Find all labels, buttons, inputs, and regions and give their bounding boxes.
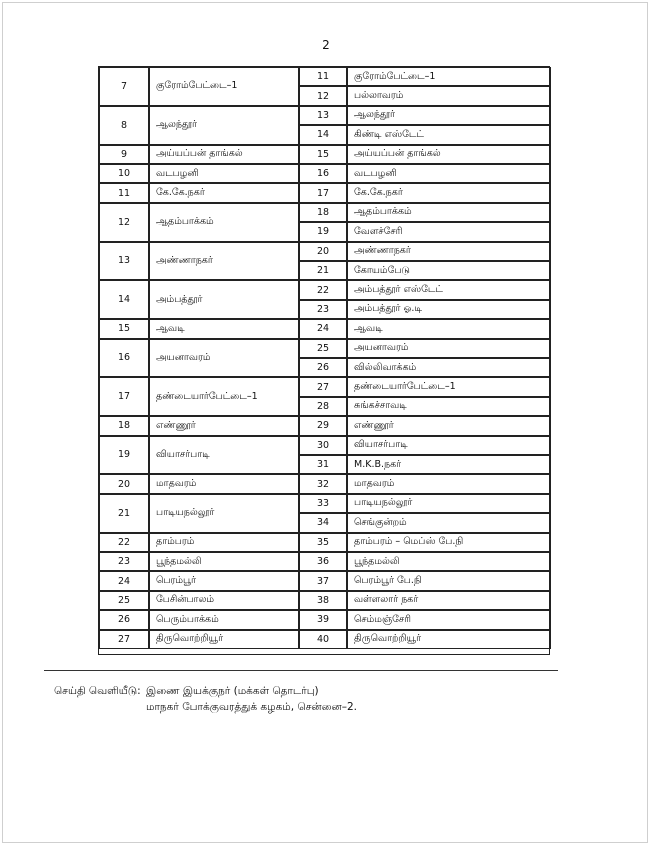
route-number: 16 [299, 164, 347, 183]
route-name: மாதவரம் [347, 474, 551, 493]
depot-number: 17 [99, 377, 149, 416]
route-number: 34 [299, 513, 347, 532]
route-number: 27 [299, 377, 347, 396]
depot-name: கே.கே.நகர் [149, 183, 299, 202]
route-number: 30 [299, 436, 347, 455]
route-name: ஆவடி [347, 319, 551, 338]
route-number: 28 [299, 397, 347, 416]
route-number: 24 [299, 319, 347, 338]
depot-name: ஆவடி [149, 319, 299, 338]
route-name: தாம்பரம் – மெப்ஸ் பே.நி [347, 533, 551, 552]
depot-name: பேசின்பாலம் [149, 591, 299, 610]
footer-divider [44, 670, 558, 671]
route-number: 14 [299, 125, 347, 144]
route-name: M.K.B.நகர் [347, 455, 551, 474]
route-number: 20 [299, 242, 347, 261]
depot-name: பெரம்பூர் [149, 571, 299, 590]
route-name: தண்டையார்பேட்டை–1 [347, 377, 551, 396]
route-number: 18 [299, 203, 347, 222]
route-name: ஆலந்தூர் [347, 106, 551, 125]
route-name: எண்ணூர் [347, 416, 551, 435]
route-number: 35 [299, 533, 347, 552]
route-name: வில்லிவாக்கம் [347, 358, 551, 377]
depot-number: 22 [99, 533, 149, 552]
route-name: அம்பத்தூர் ஓ.டி [347, 300, 551, 319]
route-number: 36 [299, 552, 347, 571]
route-number: 23 [299, 300, 347, 319]
depot-name: அயனாவரம் [149, 339, 299, 378]
depot-number: 12 [99, 203, 149, 242]
route-number: 39 [299, 610, 347, 629]
route-name: திருவொற்றியூர் [347, 630, 551, 649]
depot-name: வடபழனி [149, 164, 299, 183]
depot-number: 21 [99, 494, 149, 533]
route-name: சுங்கச்சாவடி [347, 397, 551, 416]
route-number: 22 [299, 280, 347, 299]
route-name: அயனாவரம் [347, 339, 551, 358]
route-name: வேளச்சேரி [347, 222, 551, 241]
route-number: 11 [299, 67, 347, 86]
depot-name: வியாசர்பாடி [149, 436, 299, 475]
depot-number: 9 [99, 145, 149, 164]
depot-name: தண்டையார்பேட்டை–1 [149, 377, 299, 416]
route-name: வள்ளலார் நகர் [347, 591, 551, 610]
route-name: வடபழனி [347, 164, 551, 183]
route-name: ஆதம்பாக்கம் [347, 203, 551, 222]
route-number: 37 [299, 571, 347, 590]
depot-number: 16 [99, 339, 149, 378]
depot-name: திருவொற்றியூர் [149, 630, 299, 649]
route-number: 31 [299, 455, 347, 474]
route-number: 32 [299, 474, 347, 493]
depot-name: எண்ணூர் [149, 416, 299, 435]
depot-name: ஆலந்தூர் [149, 106, 299, 145]
route-number: 33 [299, 494, 347, 513]
depot-name: ஆதம்பாக்கம் [149, 203, 299, 242]
depot-number: 26 [99, 610, 149, 629]
route-number: 25 [299, 339, 347, 358]
route-name: பல்லாவரம் [347, 86, 551, 105]
route-number: 12 [299, 86, 347, 105]
depot-name: தாம்பரம் [149, 533, 299, 552]
depot-name: அண்ணாநகர் [149, 242, 299, 281]
depot-table [98, 66, 550, 655]
depot-number: 24 [99, 571, 149, 590]
route-name: கோயம்பேடு [347, 261, 551, 280]
route-name: அண்ணாநகர் [347, 242, 551, 261]
route-number: 29 [299, 416, 347, 435]
depot-number: 11 [99, 183, 149, 202]
depot-number: 20 [99, 474, 149, 493]
route-number: 19 [299, 222, 347, 241]
route-name: அம்பத்தூர் எஸ்டேட் [347, 280, 551, 299]
route-number: 26 [299, 358, 347, 377]
depot-name: அய்யப்பன் தாங்கல் [149, 145, 299, 164]
route-number: 13 [299, 106, 347, 125]
depot-number: 13 [99, 242, 149, 281]
depot-number: 25 [99, 591, 149, 610]
route-name: அய்யப்பன் தாங்கல் [347, 145, 551, 164]
route-name: பூந்தமல்லி [347, 552, 551, 571]
route-number: 21 [299, 261, 347, 280]
depot-number: 18 [99, 416, 149, 435]
depot-number: 19 [99, 436, 149, 475]
route-name: செம்மஞ்சேரி [347, 610, 551, 629]
depot-number: 7 [99, 67, 149, 106]
footer-issuer-title: இணை இயக்குநர் (மக்கள் தொடர்பு) [146, 685, 319, 697]
route-number: 17 [299, 183, 347, 202]
depot-number: 23 [99, 552, 149, 571]
depot-number: 27 [99, 630, 149, 649]
page-number: 2 [322, 38, 330, 52]
route-name: கிண்டி எஸ்டேட் [347, 125, 551, 144]
depot-name: குரோம்பேட்டை–1 [149, 67, 299, 106]
route-name: செங்குன்றம் [347, 513, 551, 532]
depot-number: 10 [99, 164, 149, 183]
route-name: பாடியநல்லூர் [347, 494, 551, 513]
route-name: குரோம்பேட்டை–1 [347, 67, 551, 86]
route-name: பெரம்பூர் பே.நி [347, 571, 551, 590]
depot-name: அம்பத்தூர் [149, 280, 299, 319]
depot-number: 15 [99, 319, 149, 338]
depot-name: பெரும்பாக்கம் [149, 610, 299, 629]
route-name: வியாசர்பாடி [347, 436, 551, 455]
footer-label: செய்தி வெளியீடு: [54, 685, 141, 697]
depot-number: 8 [99, 106, 149, 145]
depot-name: மாதவரம் [149, 474, 299, 493]
route-name: கே.கே.நகர் [347, 183, 551, 202]
route-number: 40 [299, 630, 347, 649]
depot-name: பாடியநல்லூர் [149, 494, 299, 533]
route-number: 38 [299, 591, 347, 610]
route-number: 15 [299, 145, 347, 164]
depot-name: பூந்தமல்லி [149, 552, 299, 571]
footer-issuer-org: மாநகர் போக்குவரத்துக் கழகம், சென்னை–2. [146, 701, 357, 713]
depot-number: 14 [99, 280, 149, 319]
